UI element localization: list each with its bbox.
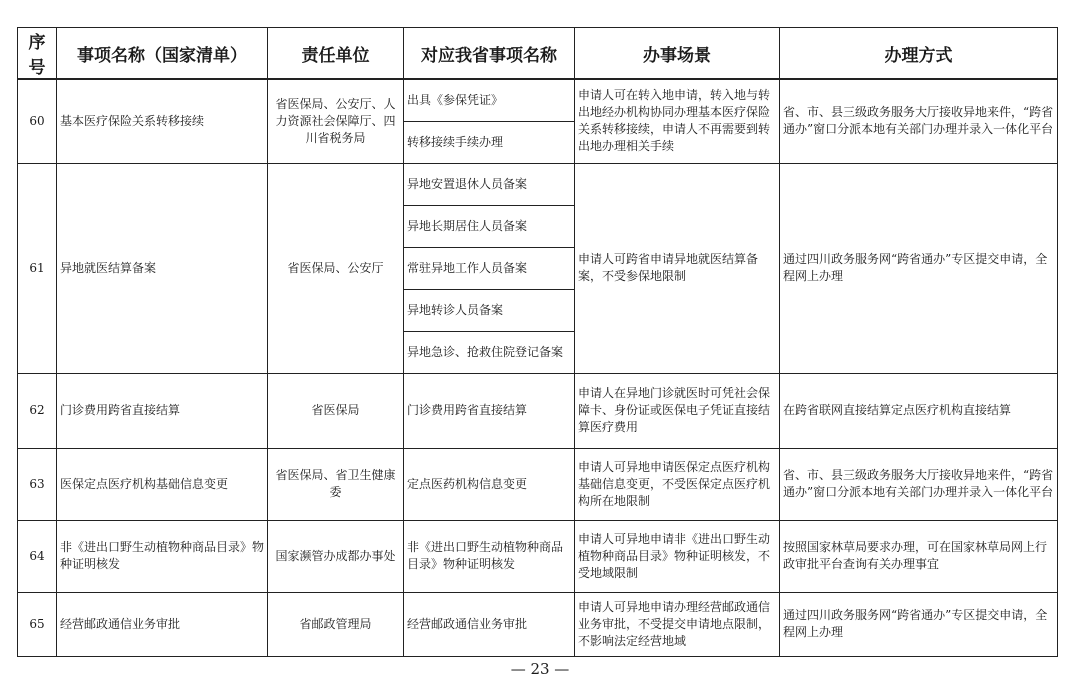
header-scenario: 办事场景 [575,28,780,80]
row-unit: 省医保局、省卫生健康委 [268,448,404,520]
row-scenario: 申请人在异地门诊就医时可凭社会保障卡、身份证或医保电子凭证直接结算医疗费用 [575,373,780,448]
row-prov-item: 转移接续手续办理 [404,121,575,163]
row-unit: 省邮政管理局 [268,592,404,656]
row-prov-item: 经营邮政通信业务审批 [404,592,575,656]
table-row [18,79,1058,121]
row-no: 62 [18,373,57,448]
row-prov-item: 定点医药机构信息变更 [404,448,575,520]
row-scenario: 申请人可在转入地申请，转入地与转出地经办机构协同办理基本医疗保险关系转移接续，申请人不再需要到转出地办理相关手续 [575,79,780,163]
row-item-name: 非《进出口野生动植物种商品目录》物种证明核发 [57,520,268,592]
row-no: 60 [18,79,57,163]
row-unit: 国家濒管办成都办事处 [268,520,404,592]
row-unit: 省医保局、公安厅、人力资源社会保障厅、四川省税务局 [268,79,404,163]
matters-table [17,27,1058,657]
row-item-name: 经营邮政通信业务审批 [57,592,268,656]
row-method: 在跨省联网直接结算定点医疗机构直接结算 [780,373,1058,448]
header-item-name: 事项名称（国家清单） [57,28,268,80]
header-method: 办理方式 [780,28,1058,80]
row-item-name: 异地就医结算备案 [57,163,268,373]
row-no: 63 [18,448,57,520]
row-prov-item: 门诊费用跨省直接结算 [404,373,575,448]
row-unit: 省医保局 [268,373,404,448]
table-row [18,448,1058,520]
row-prov-item: 异地转诊人员备案 [404,289,575,331]
row-prov-item: 出具《参保凭证》 [404,79,575,121]
row-item-name: 医保定点医疗机构基础信息变更 [57,448,268,520]
row-method: 省、市、县三级政务服务大厅接收异地来件，“跨省通办”窗口分派本地有关部门办理并录入一体化平台 [780,448,1058,520]
page-number: — 23 — [510,660,570,678]
row-item-name: 门诊费用跨省直接结算 [57,373,268,448]
row-prov-item: 非《进出口野生动植物种商品目录》物种证明核发 [404,520,575,592]
row-prov-item: 常驻异地工作人员备案 [404,247,575,289]
row-no: 61 [18,163,57,373]
row-method: 省、市、县三级政务服务大厅接收异地来件，“跨省通办”窗口分派本地有关部门办理并录入一体化平台 [780,79,1058,163]
row-scenario: 申请人可异地申请医保定点医疗机构基础信息变更，不受医保定点医疗机构所在地限制 [575,448,780,520]
header-row [18,28,1058,80]
row-prov-item: 异地急诊、抢救住院登记备案 [404,331,575,373]
header-prov-item: 对应我省事项名称 [404,28,575,80]
table-row [18,520,1058,592]
header-unit: 责任单位 [268,28,404,80]
row-no: 64 [18,520,57,592]
table-row [18,163,1058,205]
row-scenario: 申请人可跨省申请异地就医结算备案，不受参保地限制 [575,163,780,373]
header-no: 序号 [18,28,57,80]
row-scenario: 申请人可异地申请非《进出口野生动植物种商品目录》物种证明核发，不受地域限制 [575,520,780,592]
row-unit: 省医保局、公安厅 [268,163,404,373]
row-prov-item: 异地长期居住人员备案 [404,205,575,247]
row-method: 按照国家林草局要求办理，可在国家林草局网上行政审批平台查询有关办理事宜 [780,520,1058,592]
row-item-name: 基本医疗保险关系转移接续 [57,79,268,163]
row-method: 通过四川政务服务网“跨省通办”专区提交申请，全程网上办理 [780,592,1058,656]
row-scenario: 申请人可异地申请办理经营邮政通信业务审批，不受提交申请地点限制，不影响法定经营地域 [575,592,780,656]
table-row [18,592,1058,656]
row-prov-item: 异地安置退休人员备案 [404,163,575,205]
row-method: 通过四川政务服务网“跨省通办”专区提交申请，全程网上办理 [780,163,1058,373]
table-row [18,373,1058,448]
row-no: 65 [18,592,57,656]
